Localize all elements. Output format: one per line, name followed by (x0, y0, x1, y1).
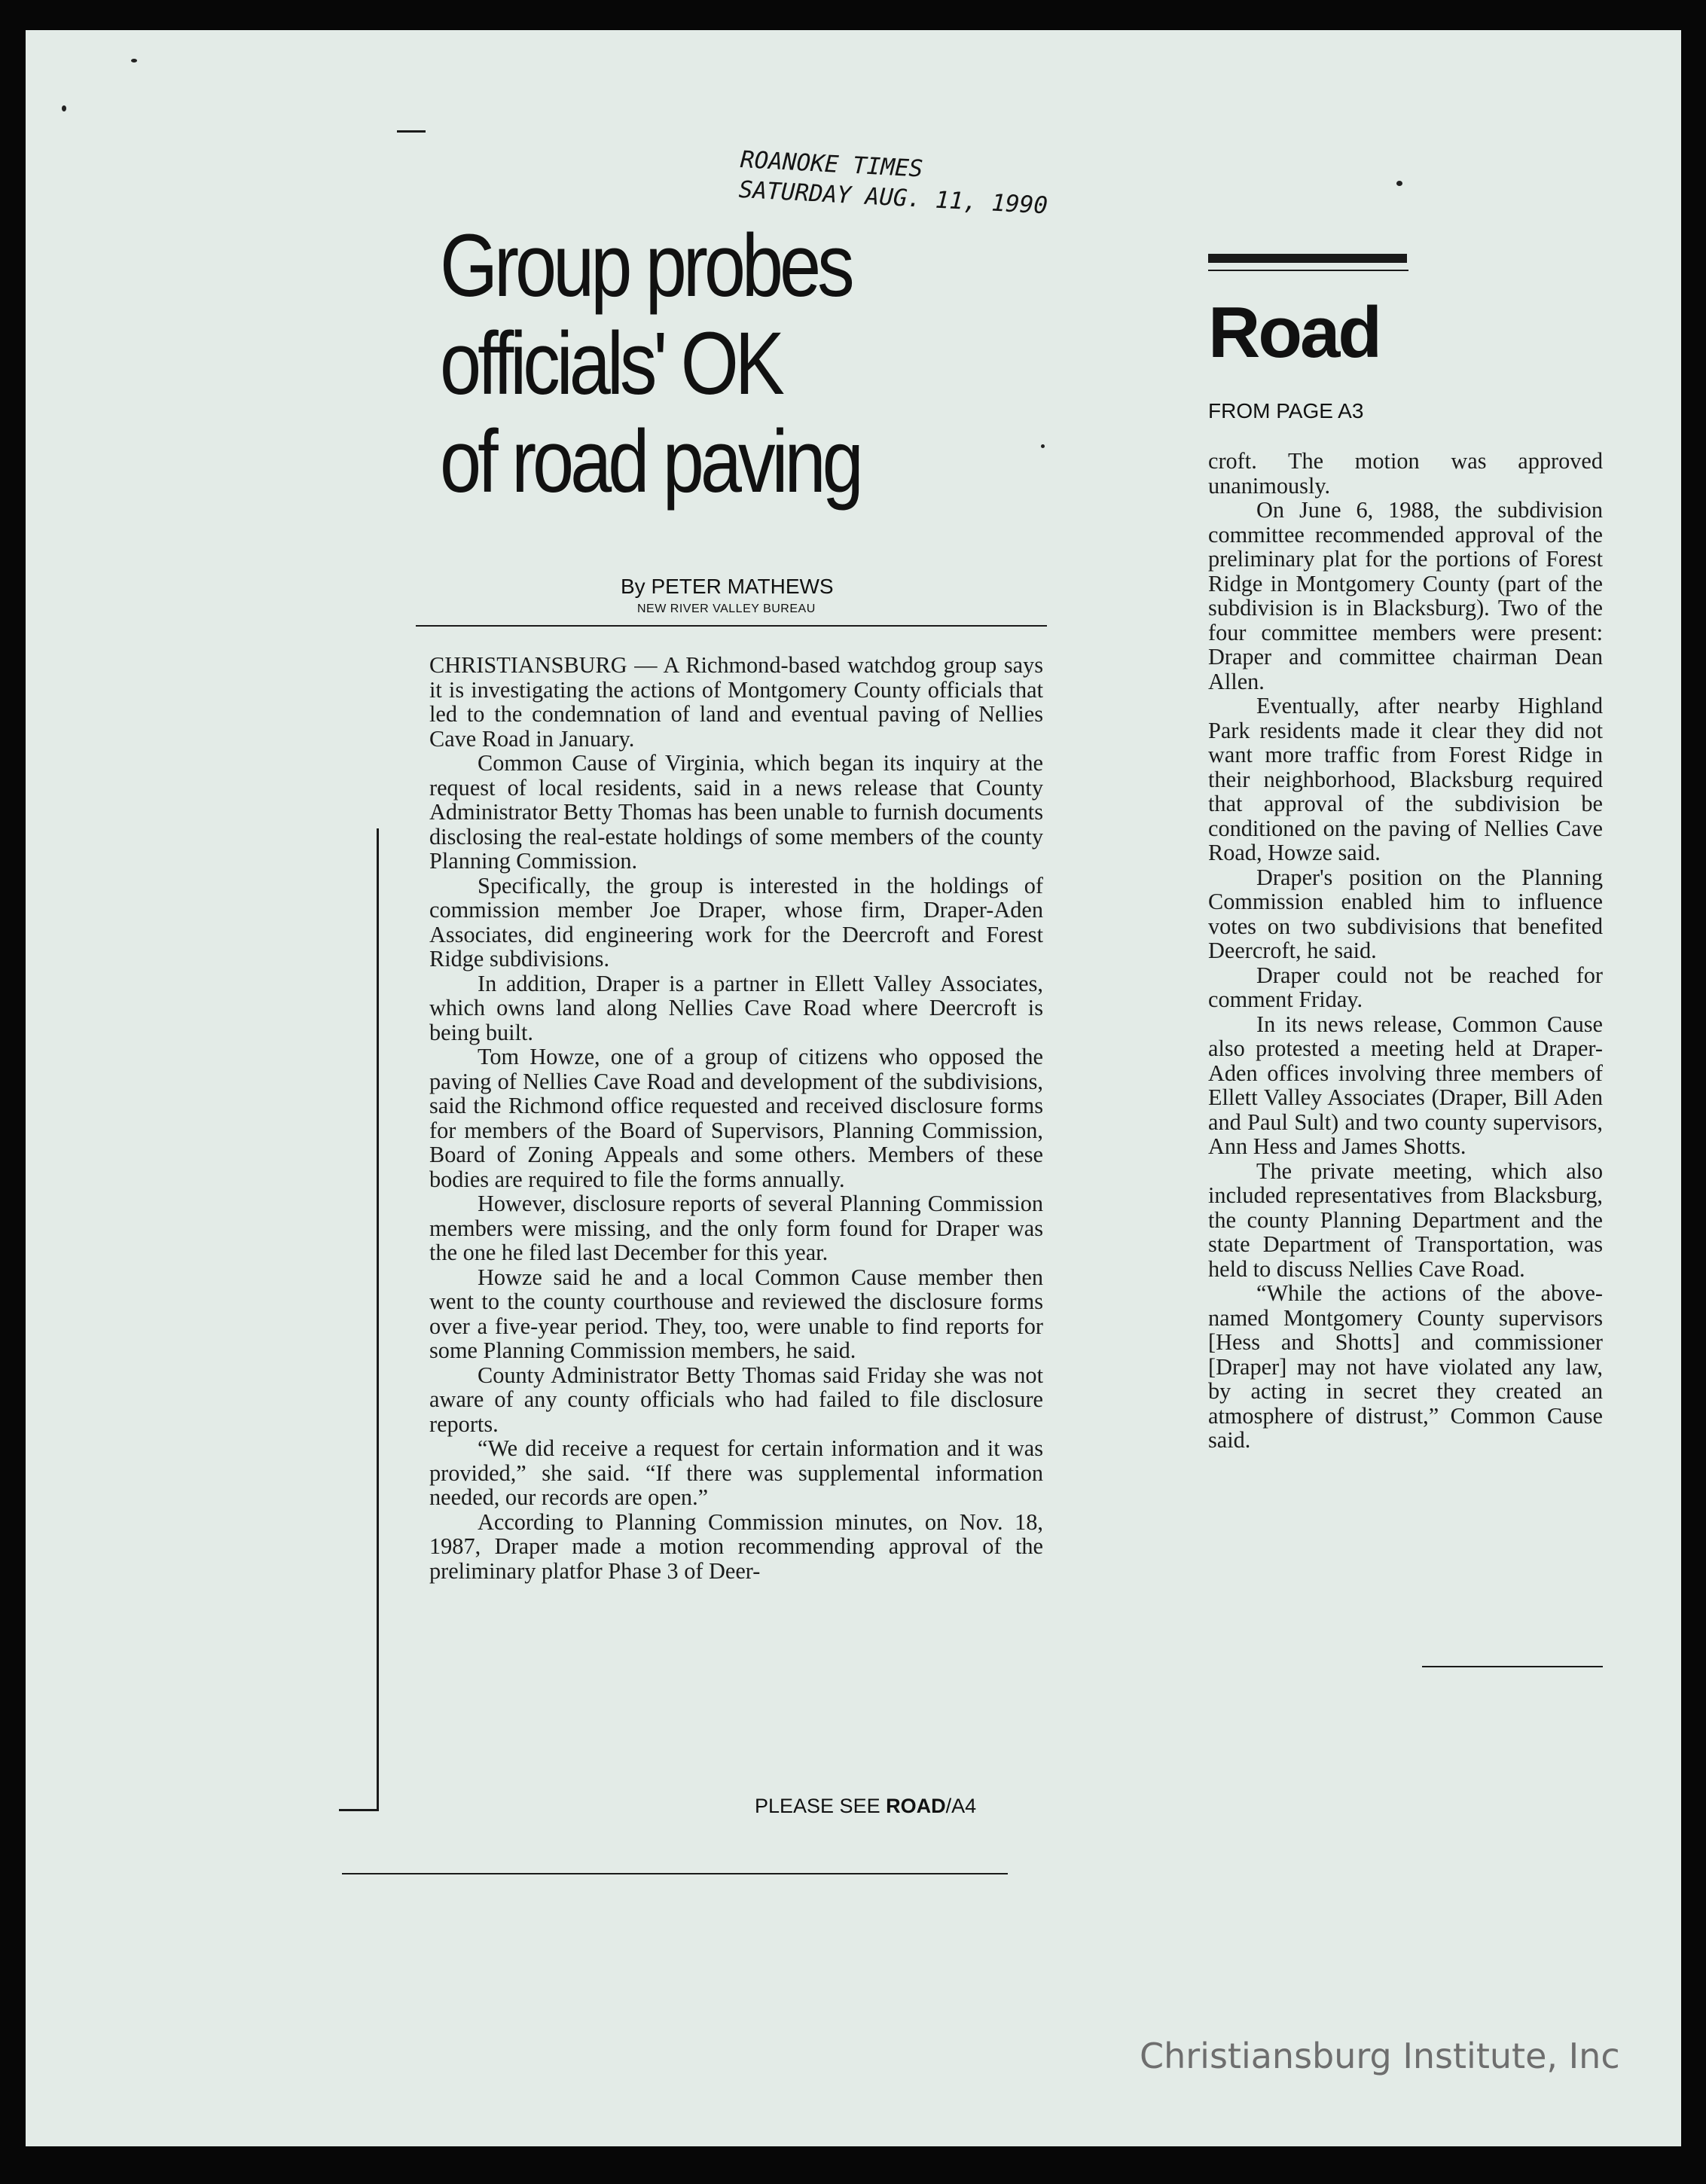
paper-speck (62, 105, 66, 111)
jump-prefix: PLEASE SEE (755, 1795, 887, 1817)
continuation-paragraph: On June 6, 1988, the subdivision committee recommended approval of the preliminary plat for the portions of Forest Ridge in Montgomery County (part of the subdivision is in Blacksburg). Two of the four committee members were present: Draper and committee chairman Dean Allen. (1208, 497, 1603, 694)
article-paragraph: Common Cause of Virginia, which began its inquiry at the request of local residents, said in a news release that County Administrator Betty Thomas has been unable to furnish documents disclosing the real-estate holdings of some members of the county Planning Commission. (429, 750, 1043, 874)
headline-line-3: of road paving (440, 412, 860, 511)
clip-bracket-vertical (377, 828, 379, 1810)
article-paragraph: County Administrator Betty Thomas said Friday she was not aware of any county officials who had failed to file disclosure reports. (429, 1362, 1043, 1437)
jump-keyword: ROAD (886, 1795, 946, 1817)
clip-bracket-foot (339, 1809, 379, 1811)
clipping-paper (26, 30, 1681, 2146)
byline: By PETER MATHEWS (621, 575, 834, 598)
continuation-paragraph: “While the actions of the above-named Montgomery County supervisors [Hess and Shotts] and commissioner [Draper] may not have violated any law, by acting in secret they created an atmosphere of distrust,” Common Cause said. (1208, 1280, 1603, 1453)
bureau-credit: NEW RIVER VALLEY BUREAU (637, 602, 816, 615)
handwritten-source-note (738, 145, 1118, 224)
jump-line (755, 1795, 976, 1818)
continuation-paragraph: croft. The motion was approved unanimously. (1208, 448, 1603, 499)
continuation-paragraph: In its news release, Common Cause also protested a meeting held at Draper-Aden offices involving three members of Ellett Valley Associates (Draper, Bill Aden and Paul Sult) and two county supervisors, Ann Hess and James Shotts. (1208, 1011, 1603, 1159)
archive-watermark: Christiansburg Institute, Inc (1140, 2036, 1620, 2076)
continuation-thick-rule (1208, 254, 1407, 263)
article-paragraph: However, disclosure reports of several Planning Commission members were missing, and the only form found for Draper was the one he filed last December for this year. (429, 1191, 1043, 1265)
article-paragraph: Howze said he and a local Common Cause member then went to the county courthouse and reviewed the disclosure forms over a five-year period. They, too, were unable to find reports for some Planning Commission members, he said. (429, 1264, 1043, 1363)
article-headline (440, 217, 996, 511)
continuation-paragraph: Draper could not be reached for comment Friday. (1208, 962, 1603, 1012)
article-paragraph: CHRISTIANSBURG — A Richmond-based watchdog group says it is investigating the actions of Montgomery County officials that led to the condemnation of land and eventual paving of Nellies Cave Road in January. (429, 652, 1043, 752)
continuation-end-rule (1422, 1666, 1603, 1667)
continuation-thin-rule (1208, 270, 1408, 271)
jump-suffix: /A4 (945, 1795, 977, 1817)
article-body (429, 653, 1043, 1583)
continuation-body (1208, 449, 1603, 1453)
handwritten-line-1: ROANOKE TIMES (740, 145, 924, 183)
continuation-from-page: FROM PAGE A3 (1208, 399, 1364, 422)
paper-speck (1396, 181, 1402, 186)
continuation-paragraph: Eventually, after nearby Highland Park residents made it clear they did not want more traffic from Forest Ridge in their neighborhood, Blacksburg required that approval of the subdivision be conditioned on the paving of Nellies Cave Road, Howze said. (1208, 693, 1603, 865)
byline-rule (416, 625, 1047, 627)
article-paragraph: Tom Howze, one of a group of citizens who opposed the paving of Nellies Cave Road and development of the subdivisions, said the Richmond office requested and received disclosure forms for members of the Board of Supervisors, Planning Commission, Board of Zoning Appeals and some others. Members of these bodies are required to file the forms annually. (429, 1044, 1043, 1192)
bottom-rule (342, 1873, 1008, 1874)
article-paragraph: According to Planning Commission minutes, on Nov. 18, 1987, Draper made a motion recommending approval of the preliminary platfor Phase 3 of Deer- (429, 1508, 1043, 1584)
article-paragraph: “We did receive a request for certain information and it was provided,” she said. “If there was supplemental information needed, our records are open.” (429, 1435, 1043, 1510)
continuation-paragraph: The private meeting, which also included representatives from Blacksburg, the county Planning Department and the state Department of Transportation, was held to discuss Nellies Cave Road. (1208, 1158, 1603, 1282)
paper-speck (131, 59, 137, 63)
continuation-heading: Road (1208, 292, 1380, 373)
continuation-paragraph: Draper's position on the Planning Commission enabled him to influence votes on two subdivisions that benefited Deercroft, he said. (1208, 864, 1603, 963)
handwritten-line-2: SATURDAY AUG. 11, 1990 (737, 175, 1048, 220)
headline-line-2: officials' OK (440, 314, 781, 413)
headline-line-1: Group probes (440, 216, 851, 316)
paper-speck (1041, 444, 1045, 448)
top-short-rule (397, 130, 426, 133)
article-paragraph: Specifically, the group is interested in the holdings of commission member Joe Draper, whose firm, Draper-Aden Associates, did engineering work for the Deercroft and Forest Ridge subdivisions. (429, 872, 1043, 972)
article-paragraph: In addition, Draper is a partner in Ellett Valley Associates, which owns land along Nellies Cave Road where Deercroft is being built. (429, 970, 1043, 1045)
